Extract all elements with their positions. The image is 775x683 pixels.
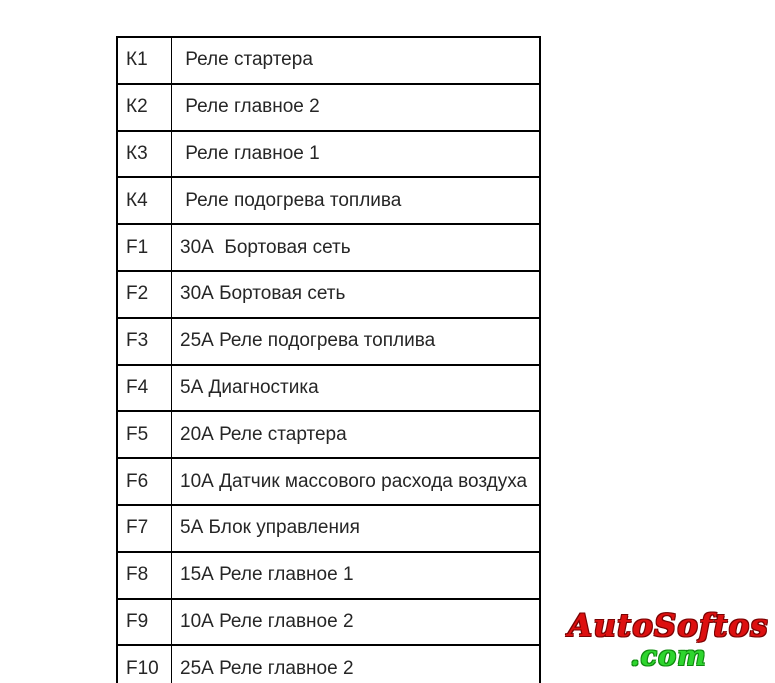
fuse-desc-cell: 20А Реле стартера xyxy=(172,411,541,458)
fuse-desc-cell: Реле главное 1 xyxy=(172,131,541,178)
fuse-id-cell: F8 xyxy=(117,552,172,599)
table-row xyxy=(117,318,540,365)
fuse-id-cell: F1 xyxy=(117,224,172,271)
fuse-desc-cell: 30А Бортовая сеть xyxy=(172,224,541,271)
fuse-desc-cell: Реле подогрева топлива xyxy=(172,177,541,224)
fuse-desc-cell: 10А Реле главное 2 xyxy=(172,599,541,646)
fuse-relay-table xyxy=(116,36,541,683)
table-row xyxy=(117,84,540,131)
table-row xyxy=(117,177,540,224)
fuse-desc-cell: 5А Диагностика xyxy=(172,365,541,412)
fuse-id-cell: F5 xyxy=(117,411,172,458)
table-row xyxy=(117,599,540,646)
watermark-domain-suffix: .com xyxy=(630,640,707,672)
fuse-id-cell: F9 xyxy=(117,599,172,646)
table-row xyxy=(117,552,540,599)
fuse-desc-cell: Реле стартера xyxy=(172,37,541,84)
fuse-desc-cell: 25А Реле главное 2 xyxy=(172,645,541,683)
table-row xyxy=(117,131,540,178)
table-row xyxy=(117,224,540,271)
fuse-id-cell: К2 xyxy=(117,84,172,131)
table-row xyxy=(117,271,540,318)
fuse-id-cell: К4 xyxy=(117,177,172,224)
table-row xyxy=(117,411,540,458)
fuse-id-cell: К1 xyxy=(117,37,172,84)
fuse-id-cell: F10 xyxy=(117,645,172,683)
fuse-desc-cell: 10А Датчик массового расхода воздуха xyxy=(172,458,541,505)
fuse-id-cell: F6 xyxy=(117,458,172,505)
watermark-logo xyxy=(566,610,771,671)
fuse-id-cell: F7 xyxy=(117,505,172,552)
fuse-id-cell: F4 xyxy=(117,365,172,412)
watermark-site-name: AutoSoftos xyxy=(568,608,769,644)
fuse-desc-cell: 5А Блок управления xyxy=(172,505,541,552)
fuse-desc-cell: Реле главное 2 xyxy=(172,84,541,131)
fuse-desc-cell: 15А Реле главное 1 xyxy=(172,552,541,599)
table-row xyxy=(117,505,540,552)
fuse-id-cell: К3 xyxy=(117,131,172,178)
table-row xyxy=(117,458,540,505)
fuse-desc-cell: 25А Реле подогрева топлива xyxy=(172,318,541,365)
fuse-id-cell: F3 xyxy=(117,318,172,365)
table-row xyxy=(117,365,540,412)
table-row xyxy=(117,37,540,84)
fuse-desc-cell: 30А Бортовая сеть xyxy=(172,271,541,318)
fuse-id-cell: F2 xyxy=(117,271,172,318)
table-row xyxy=(117,645,540,683)
